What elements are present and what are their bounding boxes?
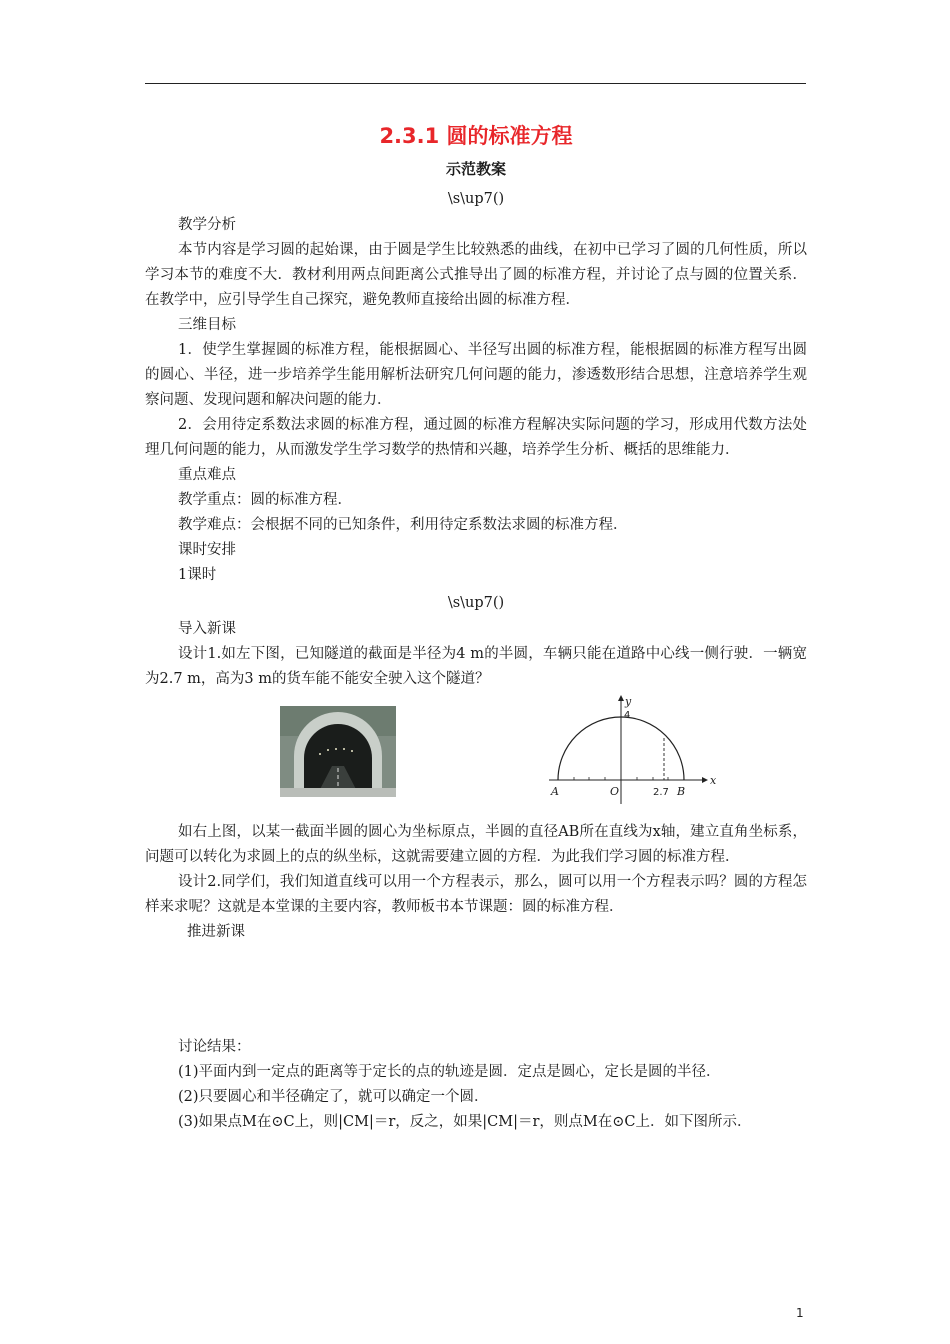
schedule-heading: 课时安排: [178, 542, 236, 558]
label-o: O: [610, 785, 620, 798]
advance-heading: 推进新课: [187, 924, 245, 940]
objectives-heading: 三维目标: [178, 317, 236, 333]
label-4: 4: [624, 710, 631, 721]
design2-paragraph: 设计2.同学们，我们知道直线可以用一个方程表示，那么，圆可以用一个方程表示吗？圆的方程怎样来求呢？这就是本堂课的主要内容，教师板书本节课题：圆的标准方程．: [145, 874, 807, 915]
blank-space: [145, 945, 807, 1035]
design1-paragraph: 设计1.如左下图，已知隧道的截面是半径为4 m的半圆，车辆只能在道路中心线一侧行驶．一辆宽为2.7 m，高为3 m的货车能不能安全驶入这个隧道？: [145, 646, 807, 687]
tunnel-photo: [280, 706, 396, 797]
intro-heading: 导入新课: [178, 621, 236, 637]
label-a: A: [551, 785, 559, 798]
coordinate-plot: [547, 694, 717, 806]
header-rule: [145, 83, 806, 84]
objective-item: 2．会用待定系数法求圆的标准方程，通过圆的标准方程解决实际问题的学习，形成用代数方法处理几何问题的能力，从而激发学生学习数学的热情和兴趣，培养学生分析、概括的思维能力．: [145, 417, 807, 458]
x-axis-label: x: [710, 774, 717, 787]
key-points-heading: 重点难点: [178, 467, 236, 483]
y-axis-label: y: [625, 695, 632, 708]
section-marker: \s\up7(): [447, 191, 505, 207]
document-title: 2.3.1 圆的标准方程: [379, 124, 573, 148]
page-number: 1: [796, 1306, 804, 1320]
schedule-value: 1课时: [178, 567, 217, 583]
analysis-heading: 教学分析: [178, 217, 236, 233]
objective-item: 1．使学生掌握圆的标准方程，能根据圆心、半径写出圆的标准方程，能根据圆的标准方程写出圆的圆心、半径，进一步培养学生能用解析法研究几何问题的能力，渗透数形结合思想，注意培养学生观察问题、发现问题和解决问题的能力．: [145, 342, 807, 408]
discussion-item: (3)如果点M在⊙C上，则|CM|＝r，反之，如果|CM|＝r，则点M在⊙C上．如下图所示．: [178, 1114, 752, 1130]
x-axis-arrow: [702, 777, 708, 783]
analysis-text: 本节内容是学习圆的起始课，由于圆是学生比较熟悉的曲线，在初中已学习了圆的几何性质，所以学习本节的难度不大．教材利用两点间距离公式推导出了圆的标准方程，并讨论了点与圆的位置关系．在教学中，应引导学生自己探究，避免教师直接给出圆的标准方程．: [145, 242, 807, 308]
key-focus: 教学重点：圆的标准方程．: [178, 492, 352, 508]
document-body: [145, 118, 807, 1135]
figure-explanation: 如右上图，以某一截面半圆的圆心为坐标原点，半圆的直径AB所在直线为x轴，建立直角坐标系，问题可以转化为求圆上的点的纵坐标，这就需要建立圆的方程．为此我们学习圆的标准方程．: [145, 824, 807, 865]
semicircle-diagram: [547, 694, 717, 806]
y-axis-arrow: [618, 695, 624, 701]
tunnel-illustration: [280, 706, 396, 797]
label-b: B: [677, 785, 686, 798]
discussion-item: (1)平面内到一定点的距离等于定长的点的轨迹是圆．定点是圆心，定长是圆的半径．: [178, 1064, 721, 1080]
figure-row: [145, 694, 807, 814]
key-difficulty: 教学难点：会根据不同的已知条件，利用待定系数法求圆的标准方程．: [178, 517, 628, 533]
section-marker: \s\up7(): [447, 595, 505, 611]
document-subtitle: 示范教案: [445, 160, 506, 178]
discussion-heading: 讨论结果：: [178, 1039, 251, 1055]
discussion-item: (2)只要圆心和半径确定了，就可以确定一个圆．: [178, 1089, 489, 1105]
label-2-7: 2.7: [653, 787, 669, 798]
